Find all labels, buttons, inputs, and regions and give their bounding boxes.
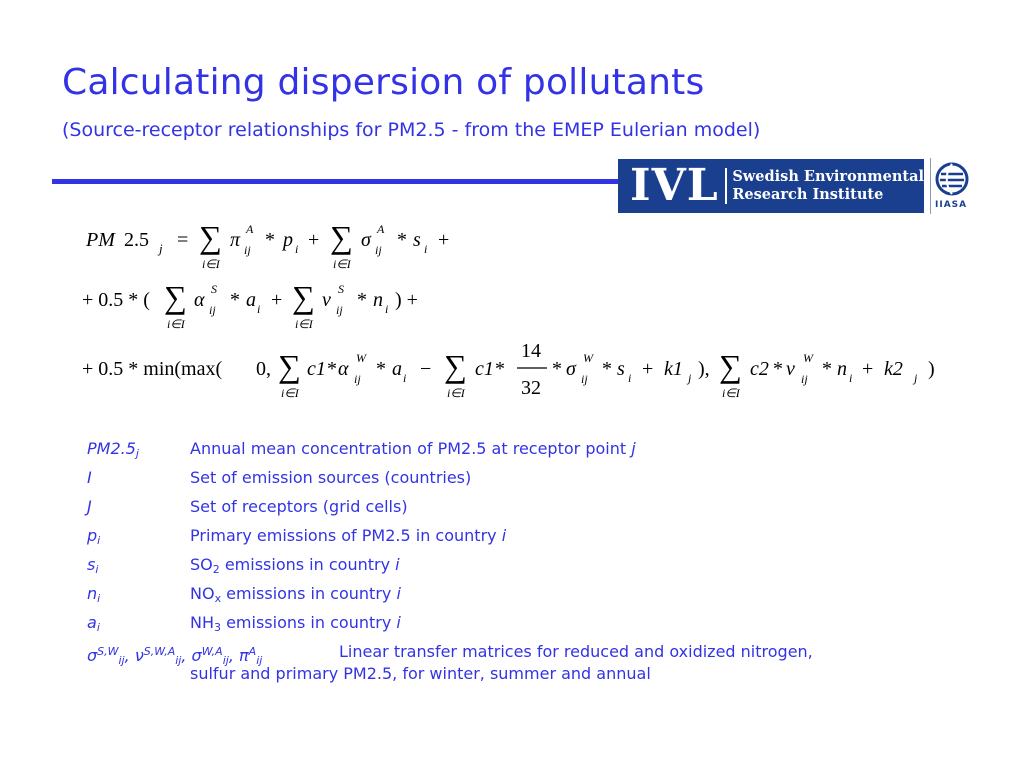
globe-icon [931,158,973,198]
formula-sum-3: ∑ [164,279,187,315]
ivl-logo-mark: IVL [630,160,719,211]
formula-a-sub: i [257,302,261,316]
glossary-desc: Annual mean concentration of PM2.5 at receptor point j [190,439,636,458]
formula-sigma-2-sup: W [583,351,593,365]
formula-nu-1-sup: S [338,282,344,296]
formula-c1-b: c1 [475,358,494,380]
formula-line2-prefix: + 0.5 * ( [82,289,150,311]
formula-line2-close: ) + [395,289,418,311]
slide-subtitle: (Source-receptor relationships for PM2.5 - from the EMEP Eulerian model) [62,119,761,141]
formula-close-mid: ), [698,358,710,380]
formula-close-end: ) [928,358,935,380]
formula-k1: k1 [664,358,683,380]
formula-star-5: * [327,358,337,380]
ivl-logo-name-line2: Research Institute [732,186,884,203]
formula-plus-4: + [642,358,654,380]
formula-zero: 0, [256,358,271,380]
glossary-desc: Set of emission sources (countries) [190,468,472,487]
formula-plus-2: + [438,229,450,251]
formula-k1-sub: j [688,371,692,385]
formula-minus: − [420,358,432,380]
title-divider [52,179,618,184]
formula-s-2-sub: i [628,371,632,385]
formula-sigma-1: σ [361,229,371,251]
formula-alpha-1-sub: ij [209,303,216,317]
formula-star-10: * [773,358,783,380]
glossary-desc-matrices-line1: Linear transfer matrices for reduced and oxidized nitrogen, [339,642,813,661]
glossary-desc: $NO_x$ emissions in country i [190,584,401,605]
formula-sum-1: ∑ [199,219,222,255]
glossary-row-p [87,526,947,555]
formula-sum-7: ∑ [719,348,742,384]
formula-line-3 [82,340,935,400]
formula-star-3: * [230,289,240,311]
glossary-row-n [87,584,947,613]
formula-sigma-2: σ [566,358,576,380]
glossary-row-j [87,497,947,526]
glossary-desc-matrices-line2: sulfur and primary PM2.5, for winter, summer and annual [190,664,651,683]
formula-equals: = [177,229,189,251]
formula-a-2: a [392,358,402,380]
glossary-term: $PM2.5_j$ [87,439,139,460]
formula-k2-sub: j [914,371,918,385]
formula-star-4: * [357,289,367,311]
pm25-formula [80,204,960,410]
formula-nu-2-sup: W [803,351,813,365]
formula-sigma-1-sup: A [377,222,385,236]
formula-line3-prefix: + 0.5 * min(max( [82,358,223,380]
glossary-desc: Set of receptors (grid cells) [190,497,408,516]
formula-frac-den: 32 [521,377,541,399]
formula-plus-3: + [271,289,283,311]
ivl-logo-name-line1: Swedish Environmental [732,168,924,185]
formula-alpha-1-sup: S [211,282,217,296]
formula-sum-2: ∑ [330,219,353,255]
glossary-desc: $NH_3$ emissions in country i [190,613,401,634]
formula-star-7: * [495,358,505,380]
formula-a: a [246,289,256,311]
glossary-row-i [87,468,947,497]
ivl-logo-divider [725,168,728,204]
formula-s: s [413,229,421,251]
formula-plus-1: + [308,229,320,251]
formula-s-sub: i [424,242,428,256]
glossary-term: I [87,468,92,487]
formula-alpha-2: α [338,358,349,380]
formula-sum-3-index: i∈I [167,317,185,331]
formula-c1-a: c1 [307,358,326,380]
formula-pi-sub: ij [244,243,251,257]
formula-star-9: * [602,358,612,380]
formula-n: n [373,289,383,311]
formula-star-11: * [822,358,832,380]
formula-nu-1-sub: ij [336,303,343,317]
formula-star-6: * [376,358,386,380]
formula-n-2-sub: i [849,371,853,385]
glossary-desc: $SO_2$ emissions in country i [190,555,400,576]
formula-c2: c2 [750,358,769,380]
formula-alpha-2-sub: ij [354,372,361,386]
formula-n-sub: i [385,302,389,316]
formula-star-2: * [397,229,407,251]
formula-n-2: n [837,358,847,380]
formula-p: p [283,229,293,251]
formula-pm-number: 2.5 [124,229,149,251]
formula-sum-5-index: i∈I [281,386,299,400]
formula-alpha-2-sup: W [356,351,366,365]
glossary-term: $n_i$ [87,584,101,605]
glossary-term: $a_i$ [87,613,100,634]
glossary-row-pm25 [87,439,947,468]
formula-sum-4-index: i∈I [295,317,313,331]
formula-plus-5: + [862,358,874,380]
formula-alpha-1: α [194,289,205,311]
glossary-row-s [87,555,947,584]
glossary-term: $s_i$ [87,555,99,576]
formula-sum-6: ∑ [444,348,467,384]
formula-pi: π [230,229,241,251]
formula-nu-1: ν [322,289,331,311]
formula-nu-2-sub: ij [801,372,808,386]
formula-p-sub: i [295,242,299,256]
formula-k2: k2 [884,358,903,380]
formula-a-2-sub: i [403,371,407,385]
slide-title: Calculating dispersion of pollutants [62,62,705,103]
formula-sigma-2-sub: ij [581,372,588,386]
glossary-term-matrices: $\sigma^{S,W}_{ij}$, $\nu^{S,W,A}_{ij}$, $\sigma^{W,A}_{ij}$, $\pi^A_{ij}$ [87,645,263,667]
glossary-desc: Primary emissions of PM2.5 in country i [190,526,507,545]
formula-line-1 [85,219,449,271]
formula-pm-symbol: PM [86,229,115,251]
ivl-logo-name [732,168,924,204]
glossary-term: $p_i$ [87,526,101,547]
formula-sum-1-index: i∈I [202,257,220,271]
formula-svg [80,204,960,410]
formula-star-1: * [265,229,275,251]
formula-star-8: * [552,358,562,380]
glossary-row-matrices [87,642,947,692]
formula-lhs-sub: j [159,241,163,256]
formula-sum-5: ∑ [278,348,301,384]
formula-s-2: s [617,358,625,380]
formula-frac-num: 14 [521,340,541,362]
formula-line-2 [82,279,418,331]
iiasa-logo-mark: IIASA [935,200,968,210]
formula-pi-sup: A [246,222,254,236]
formula-sigma-1-sub: ij [375,243,382,257]
formula-nu-2: ν [786,358,795,380]
glossary-term: J [87,497,92,516]
glossary-row-a [87,613,947,642]
formula-sum-6-index: i∈I [447,386,465,400]
formula-sum-7-index: i∈I [722,386,740,400]
variable-glossary [87,439,947,692]
formula-sum-2-index: i∈I [333,257,351,271]
formula-sum-4: ∑ [292,279,315,315]
